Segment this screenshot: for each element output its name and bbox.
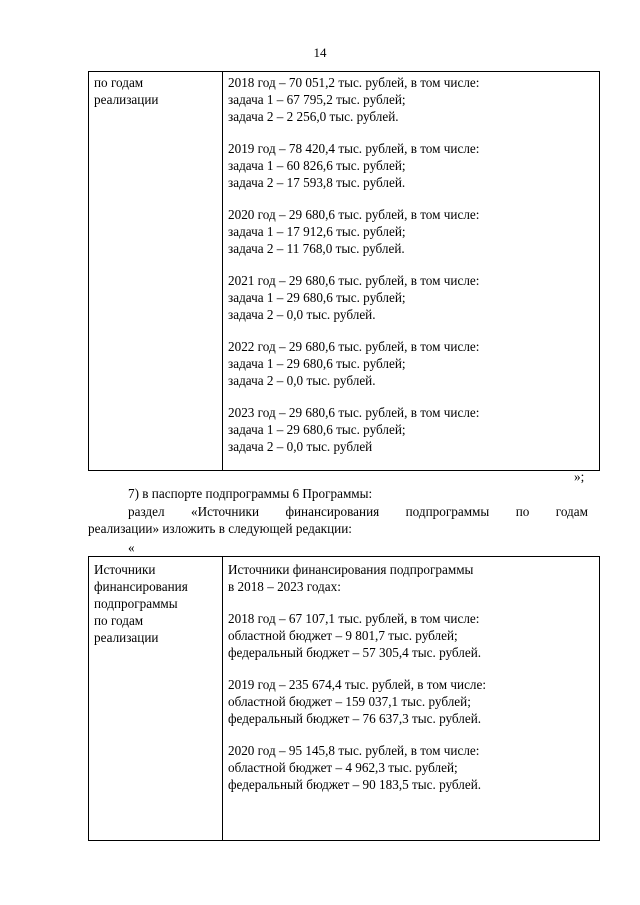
justified-word: по bbox=[515, 504, 530, 519]
task-line: задача 1 – 17 912,6 тыс. рублей; bbox=[228, 224, 406, 239]
year-block-2021 bbox=[228, 272, 599, 323]
year-total-line: 2023 год – 29 680,6 тыс. рублей, в том числе: bbox=[228, 405, 480, 420]
year-total-line: 2021 год – 29 680,6 тыс. рублей, в том числе: bbox=[228, 273, 480, 288]
funding-table-subprogram-5 bbox=[88, 71, 600, 471]
task-line: задача 2 – 0,0 тыс. рублей bbox=[228, 439, 373, 454]
budget-line: областной бюджет – 4 962,3 тыс. рублей; bbox=[228, 760, 458, 775]
year-block-2022 bbox=[228, 338, 599, 389]
row-label-cell bbox=[89, 72, 223, 471]
justified-word: раздел bbox=[128, 504, 165, 519]
row-value-cell bbox=[223, 557, 600, 841]
row-label-cell bbox=[89, 557, 223, 841]
row-label-line: финансирования bbox=[94, 579, 188, 594]
row-label-line: реализации bbox=[94, 630, 159, 645]
year-total-line: 2019 год – 78 420,4 тыс. рублей, в том числе: bbox=[228, 141, 480, 156]
year-total-line: 2022 год – 29 680,6 тыс. рублей, в том числе: bbox=[228, 339, 480, 354]
row-label-line: подпрограммы bbox=[94, 596, 178, 611]
year-total-line: 2020 год – 29 680,6 тыс. рублей, в том числе: bbox=[228, 207, 480, 222]
funding-table-subprogram-6 bbox=[88, 556, 600, 841]
funding-intro bbox=[228, 561, 599, 595]
year-total-line: 2018 год – 67 107,1 тыс. рублей, в том числе: bbox=[228, 611, 480, 626]
task-line: задача 1 – 29 680,6 тыс. рублей; bbox=[228, 422, 406, 437]
justified-word: финансирования bbox=[285, 504, 380, 519]
budget-line: областной бюджет – 159 037,1 тыс. рублей; bbox=[228, 694, 471, 709]
year-block-2018 bbox=[228, 610, 599, 661]
task-line: задача 1 – 29 680,6 тыс. рублей; bbox=[228, 356, 406, 371]
table-row bbox=[89, 72, 600, 471]
page-number: 14 bbox=[313, 45, 327, 60]
row-label-line: Источники bbox=[94, 562, 156, 577]
task-line: задача 1 – 67 795,2 тыс. рублей; bbox=[228, 92, 406, 107]
year-block-2018 bbox=[228, 74, 599, 125]
year-block-2023 bbox=[228, 404, 599, 455]
budget-line: областной бюджет – 9 801,7 тыс. рублей; bbox=[228, 628, 458, 643]
justified-word: «Источники bbox=[190, 504, 260, 519]
justified-word: подпрограммы bbox=[405, 504, 490, 519]
task-line: задача 1 – 60 826,6 тыс. рублей; bbox=[228, 158, 406, 173]
year-block-2020 bbox=[228, 206, 599, 257]
task-line: задача 2 – 2 256,0 тыс. рублей. bbox=[228, 109, 399, 124]
row-value-cell bbox=[223, 72, 600, 471]
budget-line: федеральный бюджет – 57 305,4 тыс. рублей. bbox=[228, 645, 482, 660]
amendment-item-7: 7) в паспорте подпрограммы 6 Программы: bbox=[128, 486, 373, 501]
row-label-line: по годам bbox=[94, 613, 144, 628]
task-line: задача 2 – 0,0 тыс. рублей. bbox=[228, 307, 376, 322]
task-line: задача 2 – 17 593,8 тыс. рублей. bbox=[228, 175, 406, 190]
budget-line: федеральный бюджет – 90 183,5 тыс. рублей. bbox=[228, 777, 482, 792]
year-total-line: 2018 год – 70 051,2 тыс. рублей, в том числе: bbox=[228, 75, 480, 90]
justified-word: годам bbox=[555, 504, 588, 519]
year-block-2019 bbox=[228, 140, 599, 191]
year-total-line: 2019 год – 235 674,4 тыс. рублей, в том числе: bbox=[228, 677, 487, 692]
row-label-line: реализации bbox=[94, 92, 159, 107]
year-block-2020 bbox=[228, 742, 599, 793]
table-row bbox=[89, 557, 600, 841]
task-line: задача 2 – 11 768,0 тыс. рублей. bbox=[228, 241, 405, 256]
amendment-section-line-2: реализации» изложить в следующей редакции: bbox=[88, 521, 352, 536]
opening-quote: « bbox=[128, 540, 135, 555]
year-block-2019 bbox=[228, 676, 599, 727]
amendment-section-line bbox=[128, 503, 588, 520]
intro-line: в 2018 – 2023 годах: bbox=[228, 579, 341, 594]
closing-quote: »; bbox=[574, 469, 585, 484]
row-label-line: по годам bbox=[94, 75, 144, 90]
intro-line: Источники финансирования подпрограммы bbox=[228, 562, 474, 577]
task-line: задача 1 – 29 680,6 тыс. рублей; bbox=[228, 290, 406, 305]
year-total-line: 2020 год – 95 145,8 тыс. рублей, в том числе: bbox=[228, 743, 480, 758]
budget-line: федеральный бюджет – 76 637,3 тыс. рублей. bbox=[228, 711, 482, 726]
task-line: задача 2 – 0,0 тыс. рублей. bbox=[228, 373, 376, 388]
